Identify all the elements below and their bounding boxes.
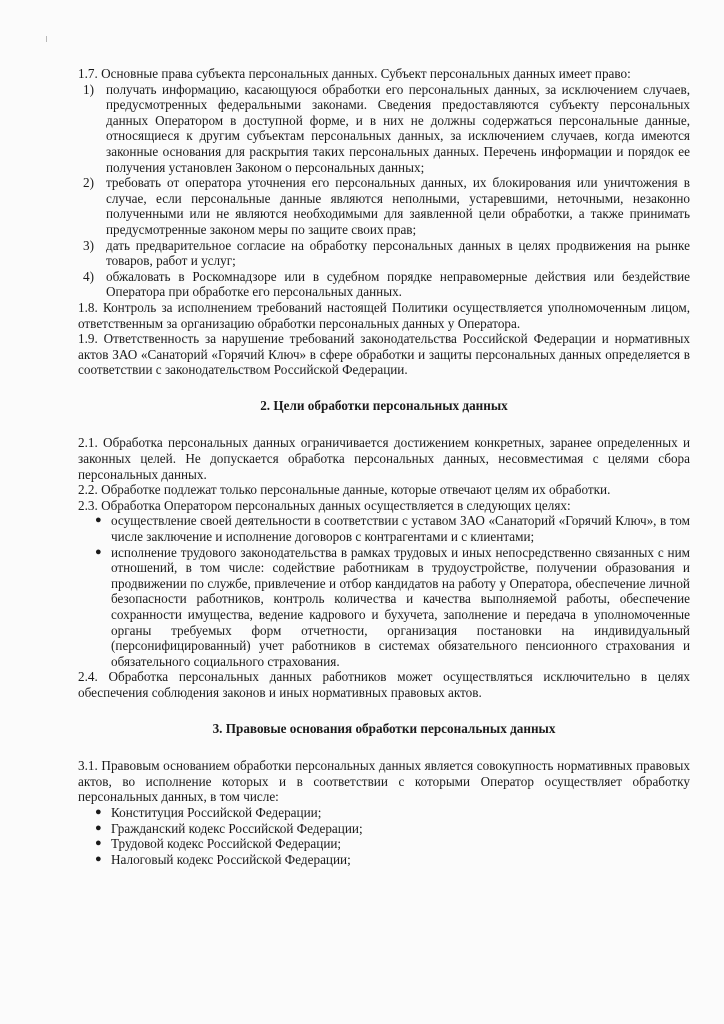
- bullet-icon: ●: [95, 821, 102, 834]
- list-item-text: Гражданский кодекс Российской Федерации;: [111, 820, 363, 836]
- paragraph-2-3: 2.3. Обработка Оператором персональных данных осуществляется в следующих целях:: [78, 497, 571, 513]
- rights-item-3: [78, 238, 690, 269]
- paragraph-1-7: 1.7. Основные права субъекта персональных данных. Субъект персональных данных имеет право:: [78, 66, 631, 81]
- list-item-text: получать информацию, касающуюся обработки его персональных данных, за исключением случаев, предусмотренных федеральными законами. Сведения предоставляются субъекту персональных данных Оператором в доступной форме, и в них не должны содержаться персональные данные, относящиеся к другим субъектам персональных данных, за исключением случаев, когда имеются законные основания для раскрытия таких персональных данных. Перечень информации и порядок ее получения установлен Законом о персональных данных;: [106, 81, 690, 175]
- scan-artifact: [46, 36, 50, 42]
- list-marker: 2): [83, 175, 94, 191]
- list-marker: 3): [83, 237, 94, 253]
- list-item-text: обжаловать в Роскомнадзоре или в судебном порядке неправомерные действия или бездействие Оператора при обработке его персональных данных.: [106, 268, 690, 300]
- list-marker: 4): [83, 268, 94, 284]
- laws-item-4: [78, 852, 690, 868]
- list-marker: 1): [83, 81, 94, 97]
- goals-item-1: [78, 513, 690, 544]
- laws-item-3: [78, 836, 690, 852]
- bullet-icon: ●: [95, 805, 102, 818]
- bullet-icon: ●: [95, 852, 102, 865]
- list-item-text: Налоговый кодекс Российской Федерации;: [111, 851, 351, 867]
- paragraph-2-1: 2.1. Обработка персональных данных ограничивается достижением конкретных, заранее определенных и законных целей. Не допускается обработка персональных данных, несовместимая с целями сбора персональных данных.: [78, 435, 690, 482]
- paragraph-3-1: 3.1. Правовым основанием обработки персональных данных является совокупность нормативных правовых актов, во исполнение которых и в соответствии с которыми Оператор осуществляет обработку персональных данных, в том числе:: [78, 758, 690, 805]
- list-item-text: дать предварительное согласие на обработку персональных данных в целях продвижения на рынке товаров, работ и услуг;: [106, 237, 690, 269]
- laws-item-1: [78, 805, 690, 821]
- bullet-icon: ●: [95, 545, 102, 558]
- laws-list: [78, 805, 690, 867]
- paragraph-1-8: 1.8. Контроль за исполнением требований настоящей Политики осуществляется уполномоченным лицом, ответственным за организацию обработки персональных данных у Оператора.: [78, 299, 690, 331]
- list-item-text: исполнение трудового законодательства в рамках трудовых и иных непосредственно связанных с ним отношений, в том числе: содействие работникам в трудоустройстве, получении образования и продвижении по службе, привлечение и отбор кандидатов на работу у Оператора, обеспечение личной безопасности работников, контроль количества и качества выполняемой работы, обеспечение сохранности имущества, ведение кадрового и бухучета, заполнение и передача в уполномоченные органы требуемых форм отчетности, организация постановки на индивидуальный (персонифицированный) учет работников в системах обязательного пенсионного страхования и обязательного социального страхования.: [111, 544, 690, 669]
- bullet-icon: ●: [95, 837, 102, 850]
- rights-list: [78, 82, 690, 300]
- list-item-text: осуществление своей деятельности в соответствии с уставом ЗАО «Санаторий «Горячий Ключ», в том числе заключение и исполнение договоров с контрагентами и с клиентами;: [111, 513, 690, 545]
- paragraph-2-2: 2.2. Обработке подлежат только персональные данные, которые отвечают целям их обработки.: [78, 482, 611, 498]
- paragraph-1-9: 1.9. Ответственность за нарушение требований законодательства Российской Федерации и нормативных актов ЗАО «Санаторий «Горячий Ключ» в сфере обработки и защиты персональных данных определяется в соответствии с законодательством Российской Федерации.: [78, 331, 690, 378]
- goals-list: [78, 513, 690, 669]
- bullet-icon: ●: [95, 514, 102, 527]
- section-2-heading: 2. Цели обработки персональных данных: [260, 397, 508, 413]
- rights-item-1: [78, 82, 690, 176]
- paragraph-2-4: 2.4. Обработка персональных данных работников может осуществляться исключительно в целях обеспечения соблюдения законов и иных нормативных правовых актов.: [78, 669, 690, 700]
- list-item-text: Трудовой кодекс Российской Федерации;: [111, 836, 342, 852]
- list-item-text: требовать от оператора уточнения его персональных данных, их блокирования или уничтожения в случае, если персональные данные являются неполными, устаревшими, неточными, незаконно полученными или не являются необходимыми для заявленной цели обработки, а также принимать предусмотренные законом меры по защите своих прав;: [106, 175, 690, 237]
- rights-item-4: [78, 269, 690, 300]
- list-item-text: Конституция Российской Федерации;: [111, 804, 322, 820]
- goals-item-2: [78, 545, 690, 670]
- rights-item-2: [78, 175, 690, 237]
- laws-item-2: [78, 821, 690, 837]
- section-3-heading: 3. Правовые основания обработки персональных данных: [212, 720, 556, 736]
